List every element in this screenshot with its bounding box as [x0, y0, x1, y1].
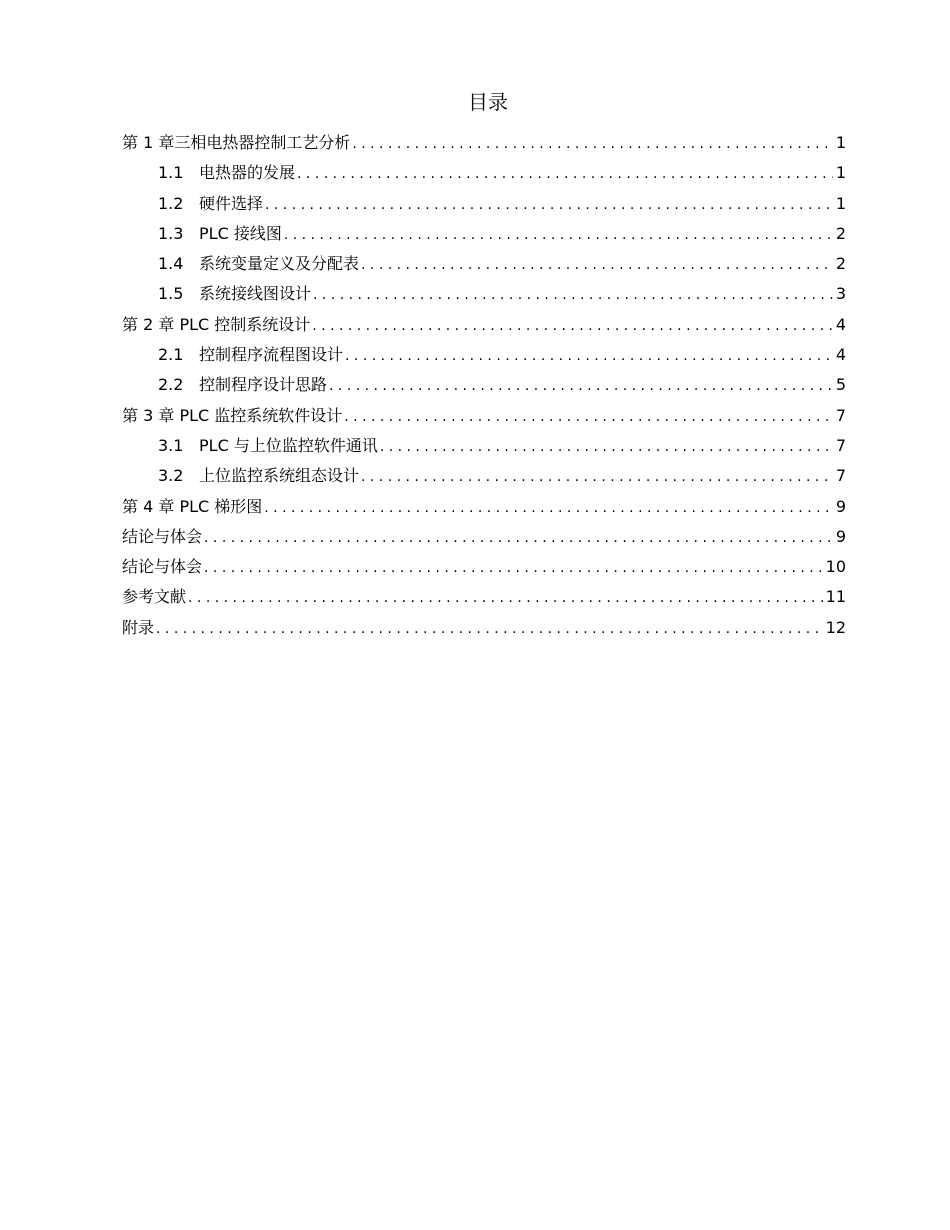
- toc-entry-page: 7: [835, 466, 846, 486]
- toc-entry[interactable]: [122, 582, 846, 612]
- toc-entry-page: 9: [835, 526, 846, 546]
- toc-entry-page: 11: [825, 587, 846, 607]
- toc-dot-leader: [344, 402, 833, 432]
- toc-entry-label: 第 4 章 PLC 梯形图: [122, 496, 263, 516]
- toc-entry-page: 1: [835, 193, 846, 213]
- toc-entry-page: 2: [835, 254, 846, 274]
- toc-entry[interactable]: [122, 370, 846, 400]
- toc-entry-page: 5: [835, 375, 846, 395]
- toc-dot-leader: [352, 129, 832, 159]
- toc-entry-label: 第 3 章 PLC 监控系统软件设计: [122, 405, 343, 425]
- toc-entry[interactable]: [122, 128, 846, 158]
- toc-entry-page: 4: [835, 314, 846, 334]
- toc-dot-leader: [156, 614, 823, 644]
- toc-dot-leader: [297, 159, 833, 189]
- toc-entry-label: PLC 接线图: [199, 223, 282, 243]
- toc-dot-leader: [188, 583, 823, 613]
- toc-entry[interactable]: [122, 492, 846, 522]
- toc-dot-leader: [204, 523, 833, 553]
- toc-entry-label: 系统变量定义及分配表: [199, 254, 360, 274]
- toc-dot-leader: [329, 371, 833, 401]
- toc-entry[interactable]: [122, 431, 846, 461]
- toc-entry-page: 4: [835, 345, 846, 365]
- toc-dot-leader: [380, 432, 833, 462]
- toc-list: [122, 128, 846, 643]
- toc-entry-label: 第 1 章三相电热器控制工艺分析: [122, 133, 351, 152]
- toc-dot-leader: [361, 462, 833, 492]
- toc-entry[interactable]: [122, 522, 846, 552]
- toc-entry-label: 参考文献: [122, 587, 187, 607]
- toc-entry-page: 3: [835, 284, 846, 304]
- toc-entry-page: 12: [825, 617, 846, 637]
- toc-dot-leader: [361, 250, 833, 280]
- toc-entry-number: 2.2: [158, 375, 184, 395]
- toc-entry[interactable]: [122, 340, 846, 370]
- toc-entry-number: 1.1: [158, 163, 184, 183]
- toc-entry[interactable]: [122, 613, 846, 643]
- toc-dot-leader: [265, 190, 833, 220]
- toc-dot-leader: [345, 341, 833, 371]
- toc-entry-label: 硬件选择: [199, 193, 264, 213]
- toc-entry-number: 1.3: [158, 223, 184, 243]
- toc-entry-number: 1.2: [158, 193, 184, 213]
- toc-dot-leader: [312, 311, 833, 341]
- toc-dot-leader: [313, 280, 833, 310]
- toc-entry-label: 电热器的发展: [199, 163, 296, 183]
- toc-entry-label: 控制程序设计思路: [199, 375, 328, 395]
- toc-title: 目录: [468, 90, 508, 114]
- toc-dot-leader: [204, 553, 823, 583]
- toc-dot-leader: [284, 220, 833, 250]
- toc-entry-page: 1: [835, 163, 846, 183]
- toc-entry-label: 结论与体会: [122, 526, 203, 546]
- toc-entry[interactable]: [122, 279, 846, 309]
- toc-entry-page: 2: [835, 223, 846, 243]
- toc-entry-page: 7: [835, 405, 846, 425]
- toc-entry[interactable]: [122, 552, 846, 582]
- toc-entry[interactable]: [122, 219, 846, 249]
- toc-entry[interactable]: [122, 401, 846, 431]
- toc-entry[interactable]: [122, 310, 846, 340]
- toc-entry-number: 1.4: [158, 254, 184, 274]
- toc-entry-page: 9: [835, 496, 846, 516]
- toc-entry-label: 附录: [122, 617, 155, 637]
- toc-entry-label: 控制程序流程图设计: [199, 345, 344, 365]
- toc-entry[interactable]: [122, 189, 846, 219]
- toc-entry-number: 1.5: [158, 284, 184, 304]
- toc-entry-page: 10: [825, 557, 846, 577]
- toc-dot-leader: [264, 493, 833, 523]
- toc-entry[interactable]: [122, 158, 846, 188]
- toc-entry-number: 2.1: [158, 345, 184, 365]
- toc-entry-page: 1: [835, 133, 846, 152]
- toc-entry-label: 上位监控系统组态设计: [199, 466, 360, 486]
- toc-entry-number: 3.2: [158, 466, 184, 486]
- toc-entry-page: 7: [835, 435, 846, 455]
- toc-entry-label: PLC 与上位监控软件通讯: [199, 435, 378, 455]
- toc-entry[interactable]: [122, 249, 846, 279]
- toc-entry-label: 系统接线图设计: [199, 284, 312, 304]
- toc-entry-label: 结论与体会: [122, 557, 203, 577]
- toc-entry-number: 3.1: [158, 435, 184, 455]
- toc-entry-label: 第 2 章 PLC 控制系统设计: [122, 314, 311, 334]
- toc-entry[interactable]: [122, 461, 846, 491]
